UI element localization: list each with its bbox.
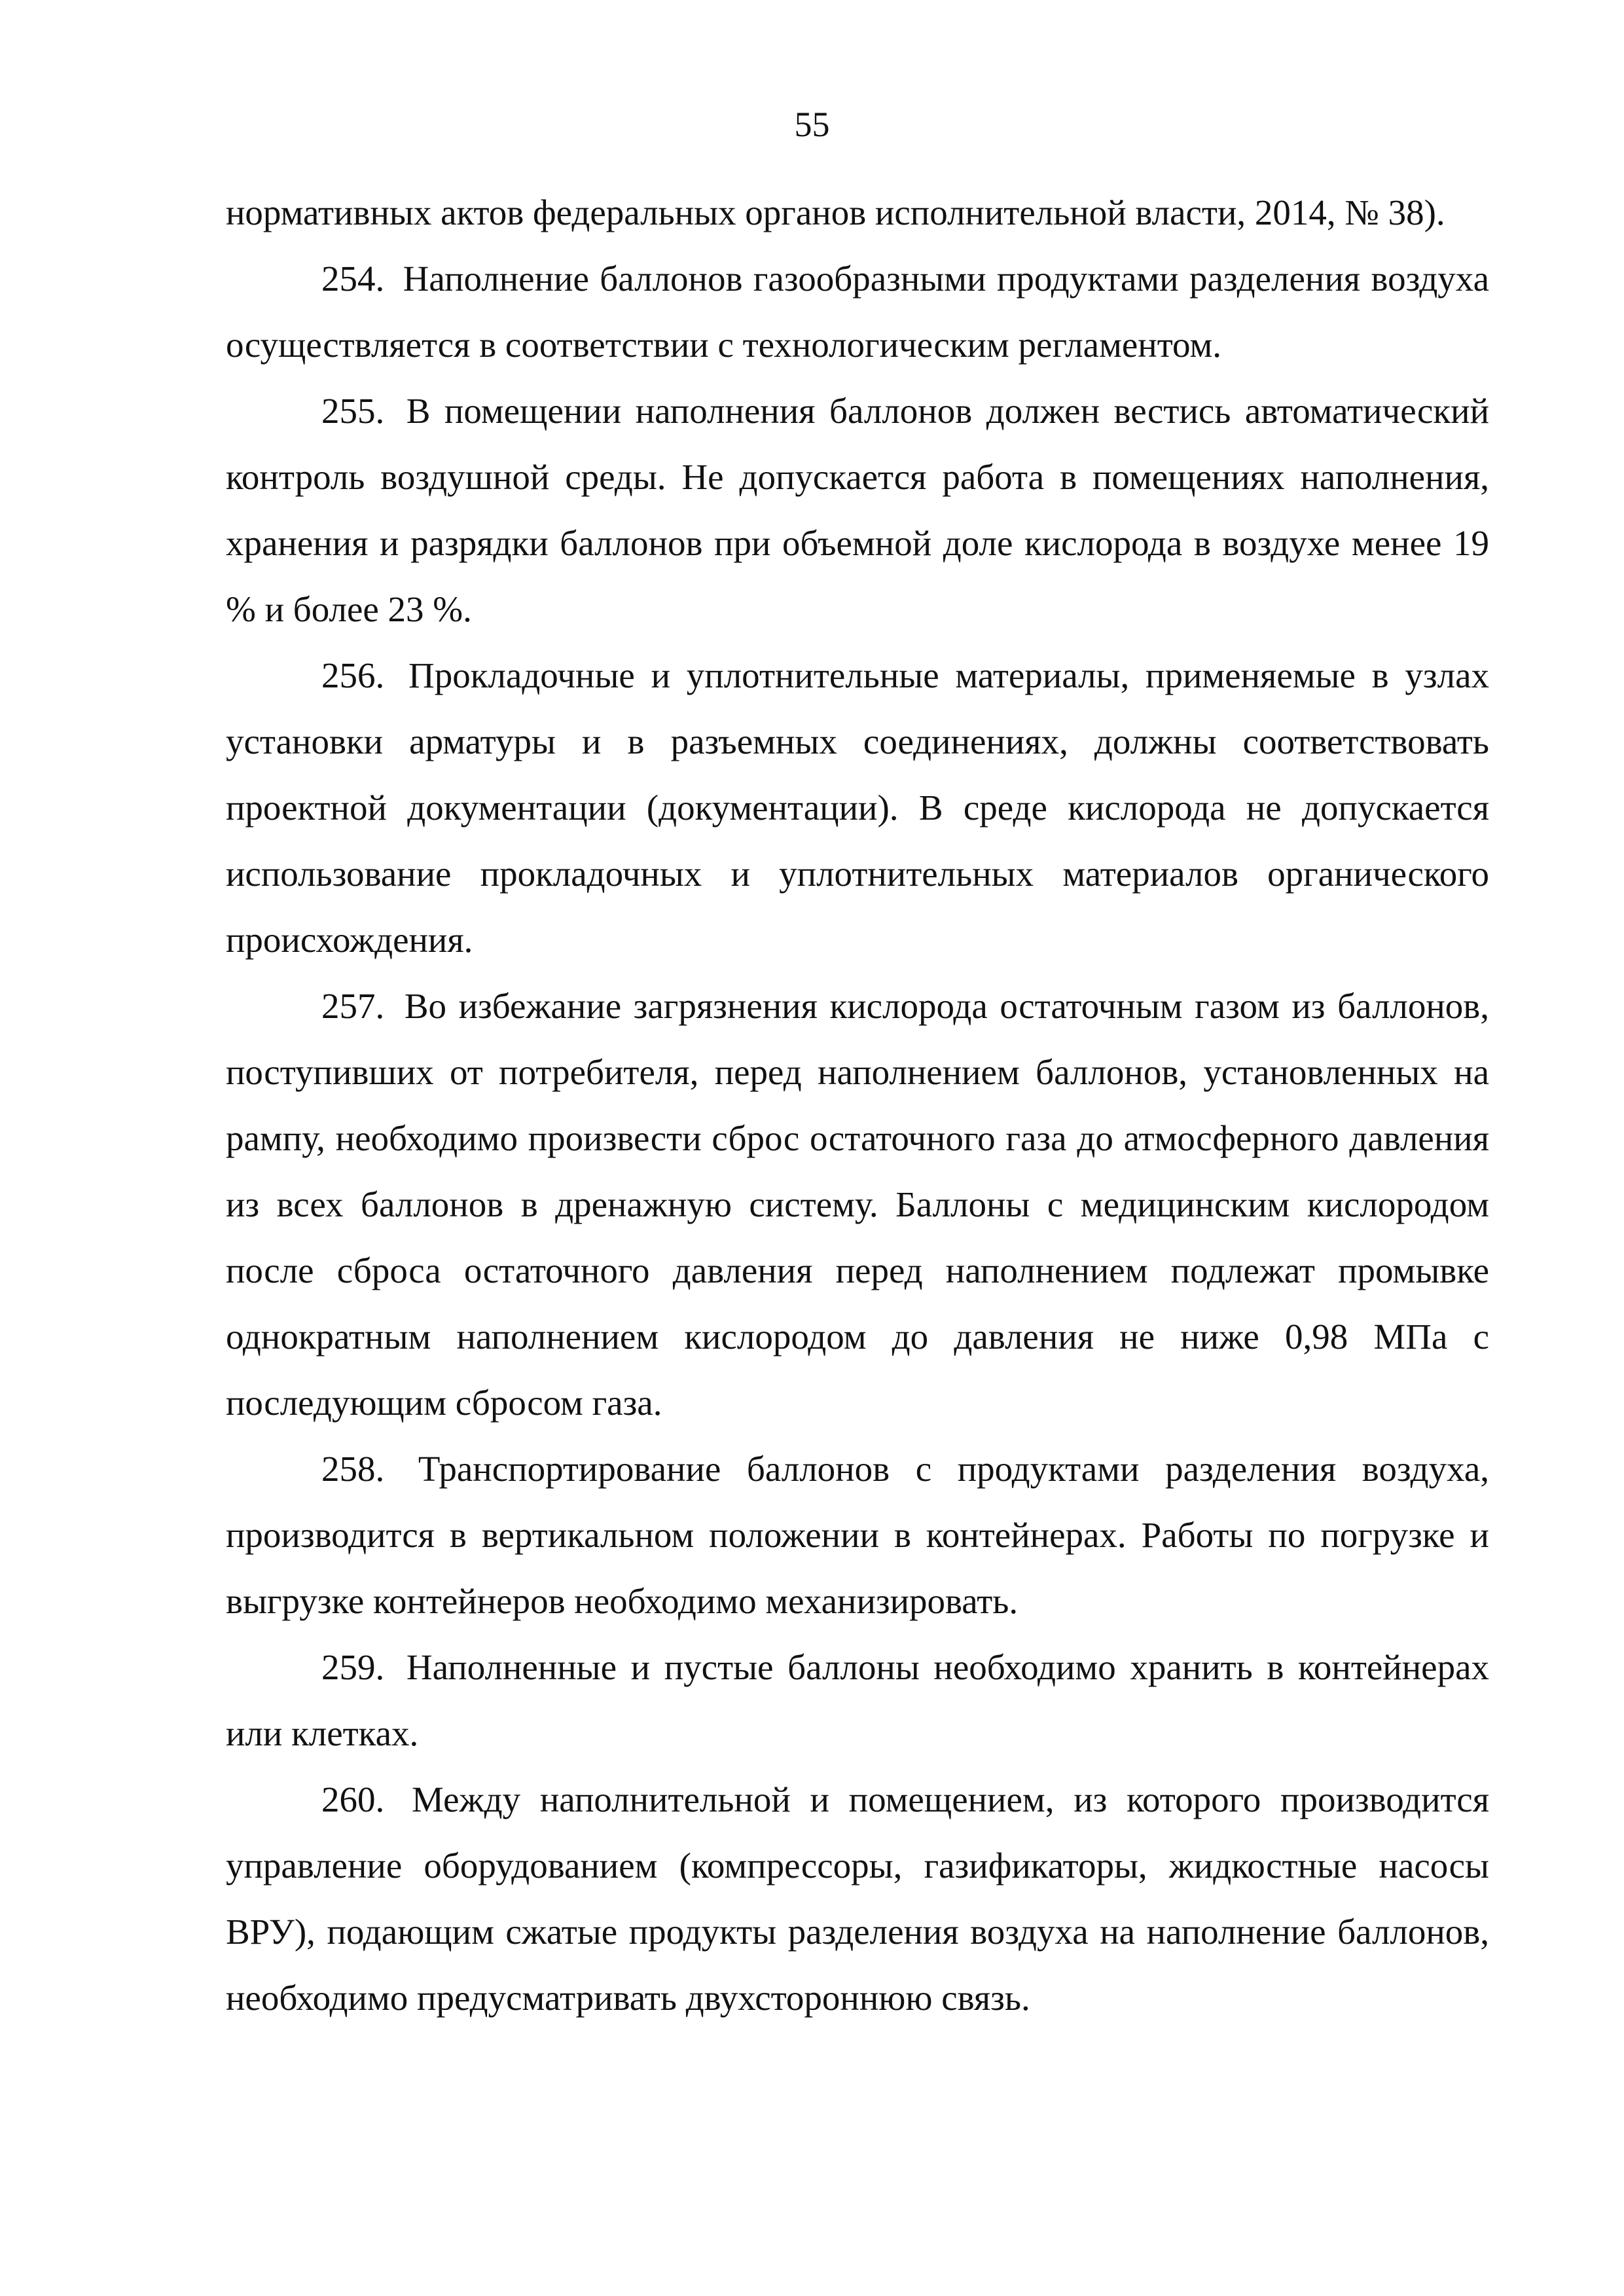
page-number: 55 (794, 105, 830, 144)
paragraph-256 (226, 642, 1489, 973)
paragraph-text: Прокладочные и уплотнительные материалы, применяемые в узлах установки арматуры и в разъемных соединениях, должны соответствовать проектной документации (документации). В среде кислорода не допускается использование прокладочных и уплотнительных материалов органического происхождения. (226, 655, 1489, 960)
paragraph-text: нормативных актов федеральных органов исполнительной власти, 2014, № 38). (226, 192, 1445, 232)
paragraph-number: 259. (321, 1647, 385, 1687)
paragraph-number: 255. (321, 391, 385, 431)
paragraph-255 (226, 378, 1489, 642)
paragraph-text: Между наполнительной и помещением, из которого производится управление оборудованием (компрессоры, газификаторы, жидкостные насосы ВРУ), подающим сжатые продукты разделения воздуха на наполнение баллонов, необходимо предусматривать двухстороннюю связь. (226, 1779, 1489, 2018)
paragraph-text: В помещении наполнения баллонов должен вестись автоматический контроль воздушной среды. Не допускается работа в помещениях наполнения, хранения и разрядки баллонов при объемной доле кислорода в воздухе менее 19 % и более 23 %. (226, 391, 1489, 629)
paragraph-number: 256. (321, 655, 385, 695)
paragraph-number: 257. (321, 986, 385, 1026)
paragraph-continuation (226, 179, 1489, 246)
paragraph-text: Наполнение баллонов газообразными продуктами разделения воздуха осуществляется в соответствии с технологическим регламентом. (226, 259, 1489, 365)
paragraph-258 (226, 1436, 1489, 1634)
document-body (226, 179, 1489, 2031)
paragraph-259 (226, 1634, 1489, 1766)
paragraph-254 (226, 246, 1489, 378)
paragraph-text: Транспортирование баллонов с продуктами разделения воздуха, производится в вертикальном положении в контейнерах. Работы по погрузке и выгрузке контейнеров необходимо механизировать. (226, 1449, 1490, 1621)
paragraph-number: 258. (321, 1449, 385, 1489)
paragraph-text: Во избежание загрязнения кислорода остаточным газом из баллонов, поступивших от потребителя, перед наполнением баллонов, установленных на рампу, необходимо произвести сброс остаточного газа до атмосферного давления из всех баллонов в дренажную систему. Баллоны с медицинским кислородом после сброса остаточного давления перед наполнением подлежат промывке однократным наполнением кислородом до давления не ниже 0,98 МПа с последующим сбросом газа. (226, 986, 1489, 1423)
paragraph-number: 254. (321, 259, 385, 299)
paragraph-257 (226, 973, 1489, 1436)
paragraph-number: 260. (321, 1779, 385, 1819)
paragraph-text: Наполненные и пустые баллоны необходимо хранить в контейнерах или клетках. (226, 1647, 1489, 1753)
paragraph-260 (226, 1766, 1489, 2031)
